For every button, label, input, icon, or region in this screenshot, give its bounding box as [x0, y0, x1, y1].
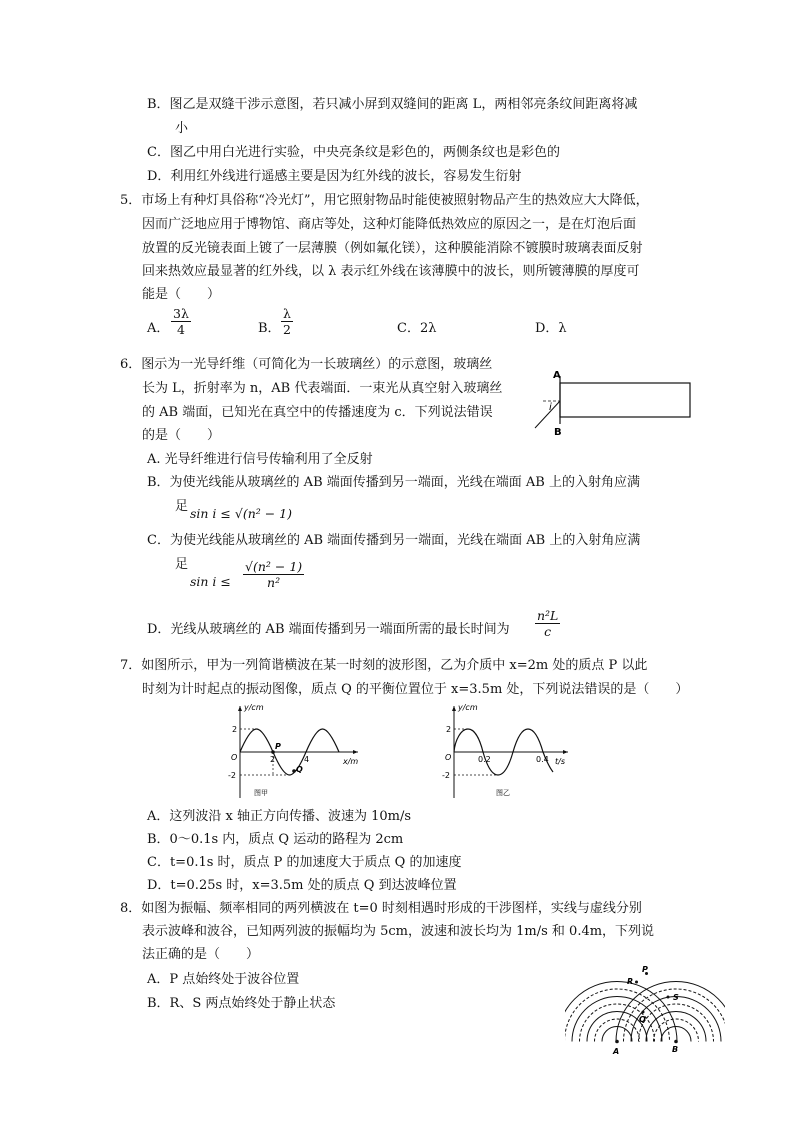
fiber-diagram — [525, 368, 715, 440]
q7-option-a: A．这列波沿 x 轴正方向传播、波速为 10m/s — [147, 809, 412, 824]
yi-x-label: t/s — [555, 757, 565, 766]
yi-tick-04: 0.4 — [536, 755, 549, 764]
incident-ray — [535, 401, 560, 428]
jia-tick-2: 2 — [232, 725, 238, 734]
q6-option-d-fraction — [535, 608, 560, 639]
q7-option-d: D．t=0.25s 时，x=3.5m 处的质点 Q 到达波峰位置 — [147, 878, 457, 893]
q6-option-b-formula: sin i ≤ √(n² − 1) — [190, 506, 293, 521]
q4-option-b-line2: 小 — [175, 121, 189, 136]
interference-point-q: Q — [639, 1015, 646, 1024]
q5-option-b-denominator: 2 — [282, 322, 291, 337]
q8-option-a: A．P 点始终处于波谷位置 — [147, 972, 300, 987]
q6-option-d-denominator: c — [544, 624, 552, 639]
q5-stem-line4: 回来热效应最显著的红外线，以 λ 表示红外线在该薄膜中的波长，则所镀薄膜的厚度可 — [142, 264, 640, 279]
q5-option-a-denominator: 4 — [176, 322, 185, 337]
q6-stem-line2: 长为 L，折射率为 n，AB 代表端面．一束光从真空射入玻璃丝 — [142, 381, 503, 396]
q5-option-a-fraction — [171, 306, 191, 337]
fiber-rectangle — [560, 383, 690, 417]
interference-point-s: S — [673, 993, 679, 1002]
jia-point-q: Q — [296, 765, 303, 774]
jia-y-label: y/cm — [244, 703, 264, 712]
interference-point-p: P — [642, 965, 648, 974]
q8-option-b: B．R、S 两点始终处于静止状态 — [147, 996, 336, 1011]
q5-stem-line2: 因而广泛地应用于博物馆、商店等处，这种灯能降低热效应的原因之一，是在灯泡后面 — [142, 217, 637, 232]
q5-option-b-fraction — [281, 306, 293, 337]
q4-option-c: C．图乙中用白光进行实验，中央亮条纹是彩色的，两侧条纹也是彩色的 — [147, 145, 560, 160]
q5-option-c: C．2λ — [397, 321, 437, 336]
interference-diagram — [565, 960, 725, 1060]
q6-option-a: A. 光导纤维进行信号传输利用了全反射 — [147, 452, 373, 467]
q5-option-d: D．λ — [535, 321, 567, 336]
q6-stem-line1: 6．图示为一光导纤维（可简化为一长玻璃丝）的示意图，玻璃丝 — [120, 357, 493, 372]
interference-point-r: R — [627, 977, 634, 986]
jia-caption: 图甲 — [254, 789, 268, 797]
jia-tick-x2: 2 — [270, 755, 276, 764]
q6-option-b-line2: 足 — [175, 499, 189, 514]
q6-option-b-line1: B．为使光线能从玻璃丝的 AB 端面传播到另一端面，光线在端面 AB 上的入射角应满 — [147, 475, 640, 490]
source-a-dot — [615, 1040, 619, 1044]
q5-stem-line5: 能是（ ） — [142, 287, 221, 302]
wave-graph-jia — [226, 700, 366, 800]
q6-stem-line3: 的 AB 端面，已知光在真空中的传播速度为 c．下列说法错误 — [142, 405, 493, 420]
q8-stem-line2: 表示波峰和波谷，已知两列波的振幅均为 5cm，波速和波长均为 1m/s 和 0.4m，下列说 — [142, 924, 655, 939]
yi-origin: O — [445, 753, 452, 762]
q6-option-c-fraction — [243, 559, 304, 590]
interference-source-b: B — [672, 1045, 679, 1054]
yi-tick-neg2: -2 — [442, 771, 450, 780]
q5-option-a-numerator: 3λ — [173, 306, 189, 321]
q4-option-d: D．利用红外线进行遥感主要是因为红外线的波长，容易发生衍射 — [147, 169, 522, 184]
q6-option-d-numerator: n²L — [537, 608, 559, 623]
fiber-label-i: i — [549, 402, 552, 413]
q6-option-c-line2: 足 — [175, 557, 189, 572]
jia-x-label: x/m — [343, 757, 359, 766]
q6-option-c-line1: C．为使光线能从玻璃丝的 AB 端面传播到另一端面，光线在端面 AB 上的入射角应满 — [147, 533, 641, 548]
q6-option-d: D．光线从玻璃丝的 AB 端面传播到另一端面所需的最长时间为 — [147, 622, 510, 637]
interference-source-a: A — [613, 1047, 620, 1056]
yi-tick-2: 2 — [446, 725, 452, 734]
q6-option-c-numerator: √(n² − 1) — [245, 559, 303, 574]
q8-stem-line1: 8．如图为振幅、频率相同的两列横波在 t=0 时刻相遇时形成的干涉图样，实线与虚线分别 — [120, 901, 642, 916]
q8-stem-line3: 法正确的是（ ） — [142, 947, 260, 962]
yi-tick-02: 0.2 — [478, 755, 491, 764]
q7-option-c: C．t=0.1s 时，质点 P 的加速度大于质点 Q 的加速度 — [147, 855, 462, 870]
q6-option-c-denominator: n² — [267, 575, 281, 590]
q6-stem-line4: 的是（ ） — [142, 428, 221, 443]
jia-tick-neg2: -2 — [228, 771, 236, 780]
jia-origin: O — [231, 753, 238, 762]
q7-stem-line2: 时刻为计时起点的振动图像，质点 Q 的平衡位置位于 x=3.5m 处，下列说法错误的是（ ） — [142, 682, 689, 697]
fiber-label-a: A — [553, 370, 561, 381]
jia-point-p: P — [275, 742, 281, 751]
q6-option-c-lhs: sin i ≤ — [190, 574, 231, 589]
vibration-graph-yi — [440, 700, 575, 800]
q7-stem-line1: 7．如图所示，甲为一列简谐横波在某一时刻的波形图，乙为介质中 x=2m 处的质点 P 以此 — [120, 658, 648, 673]
source-b-dot — [674, 1040, 678, 1044]
q4-option-b-line1: B．图乙是双缝干涉示意图，若只减小屏到双缝间的距离 L，两相邻亮条纹间距离将减 — [147, 97, 638, 112]
fiber-label-b: B — [554, 427, 562, 438]
q5-stem-line1: 5．市场上有种灯具俗称“冷光灯”，用它照射物品时能使被照射物品产生的热效应大大降低， — [120, 193, 649, 208]
q5-stem-line3: 放置的反光镜表面上镀了一层薄膜（例如氟化镁），这种膜能消除不镀膜时玻璃表面反射 — [142, 241, 643, 256]
yi-y-label: y/cm — [458, 703, 478, 712]
q5-option-b-label: B． — [258, 321, 281, 336]
jia-tick-x4: 4 — [304, 755, 310, 764]
yi-caption: 图乙 — [496, 789, 510, 797]
q5-option-b-numerator: λ — [283, 306, 291, 321]
q5-option-a-label: A． — [147, 321, 170, 336]
q7-option-b: B．0～0.1s 内，质点 Q 运动的路程为 2cm — [147, 832, 404, 847]
